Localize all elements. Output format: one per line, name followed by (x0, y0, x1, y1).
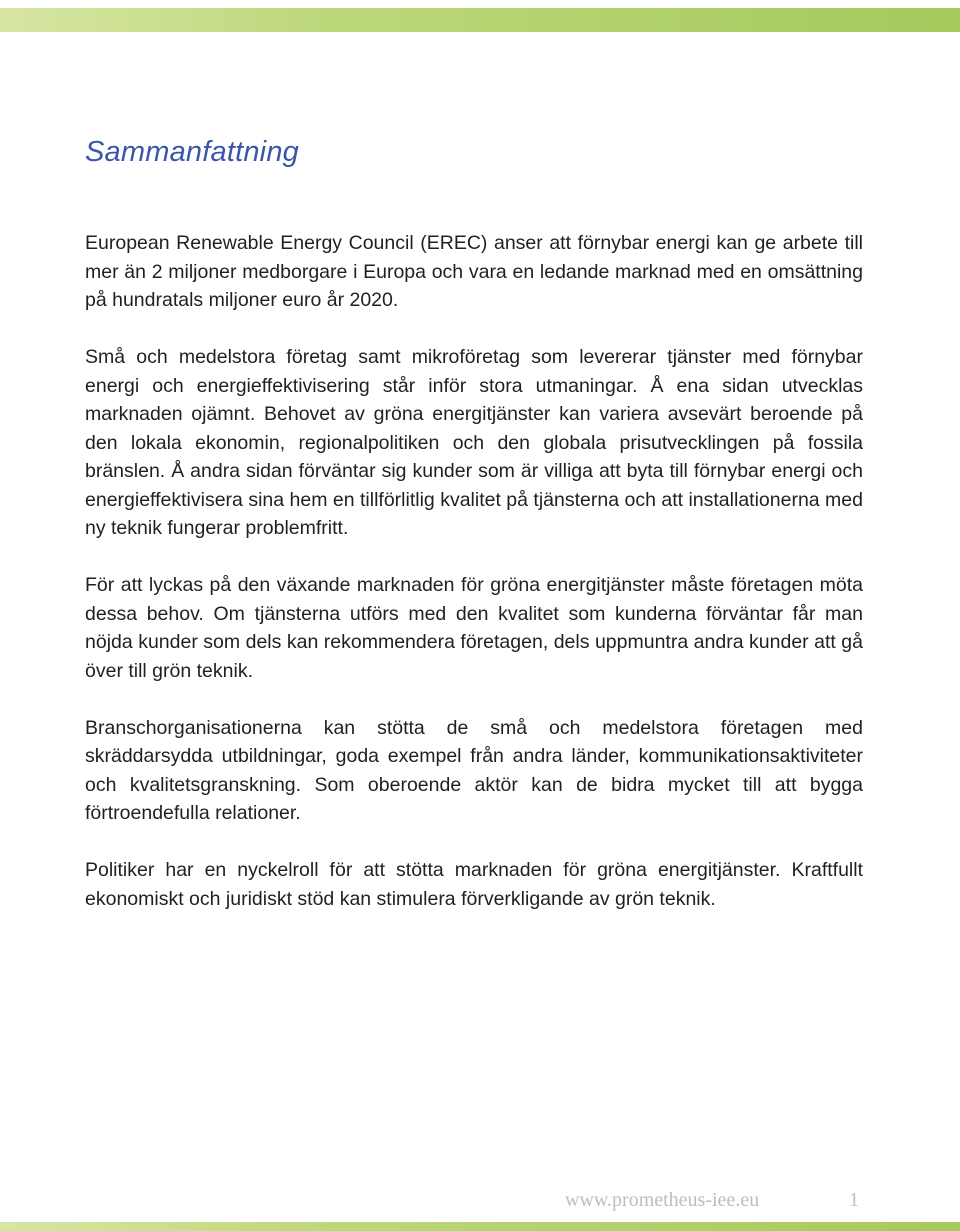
page-title: Sammanfattning (85, 136, 299, 168)
bottom-decorative-band (0, 1222, 960, 1231)
body-text (85, 229, 863, 942)
page-number: 1 (849, 1189, 859, 1211)
paragraph-2: Små och medelstora företag samt mikroföretag som levererar tjänster med förnybar energi och energieffektivisering står inför stora utmaningar. Å ena sidan utvecklas marknaden ojämnt. Behovet av gröna energitjänster kan variera avsevärt beroende på den lokala ekonomin, regionalpolitiken och den globala prisutvecklingen på fossila bränslen. Å andra sidan förväntar sig kunder som är villiga att byta till förnybar energi och energieffektivisera sina hem en tillförlitlig kvalitet på tjänsterna och att installationerna med ny teknik fungerar problemfritt. (85, 346, 863, 539)
footer-url[interactable]: www.prometheus-iee.eu (565, 1189, 760, 1211)
paragraph-1: European Renewable Energy Council (EREC) anser att förnybar energi kan ge arbete till mer än 2 miljoner medborgare i Europa och vara en ledande marknad med en omsättning på hundratals miljoner euro år 2020. (85, 232, 863, 311)
paragraph-3: För att lyckas på den växande marknaden för gröna energitjänster måste företagen möta dessa behov. Om tjänsterna utförs med den kvalitet som kunderna förväntar får man nöjda kunder som dels kan rekommendera företagen, dels uppmuntra andra kunder att gå över till grön teknik. (85, 574, 863, 682)
paragraph-5: Politiker har en nyckelroll för att stötta marknaden för gröna energitjänster. Kraftfullt ekonomiskt och juridiskt stöd kan stimulera förverkligande av grön teknik. (85, 859, 863, 910)
top-decorative-band (0, 8, 960, 32)
paragraph-4: Branschorganisationerna kan stötta de små och medelstora företagen med skräddarsydda utbildningar, goda exempel från andra länder, kommunikationsaktiviteter och kvalitetsgranskning. Som oberoende aktör kan de bidra mycket till att bygga förtroendefulla relationer. (85, 716, 863, 824)
footer (0, 1189, 960, 1217)
